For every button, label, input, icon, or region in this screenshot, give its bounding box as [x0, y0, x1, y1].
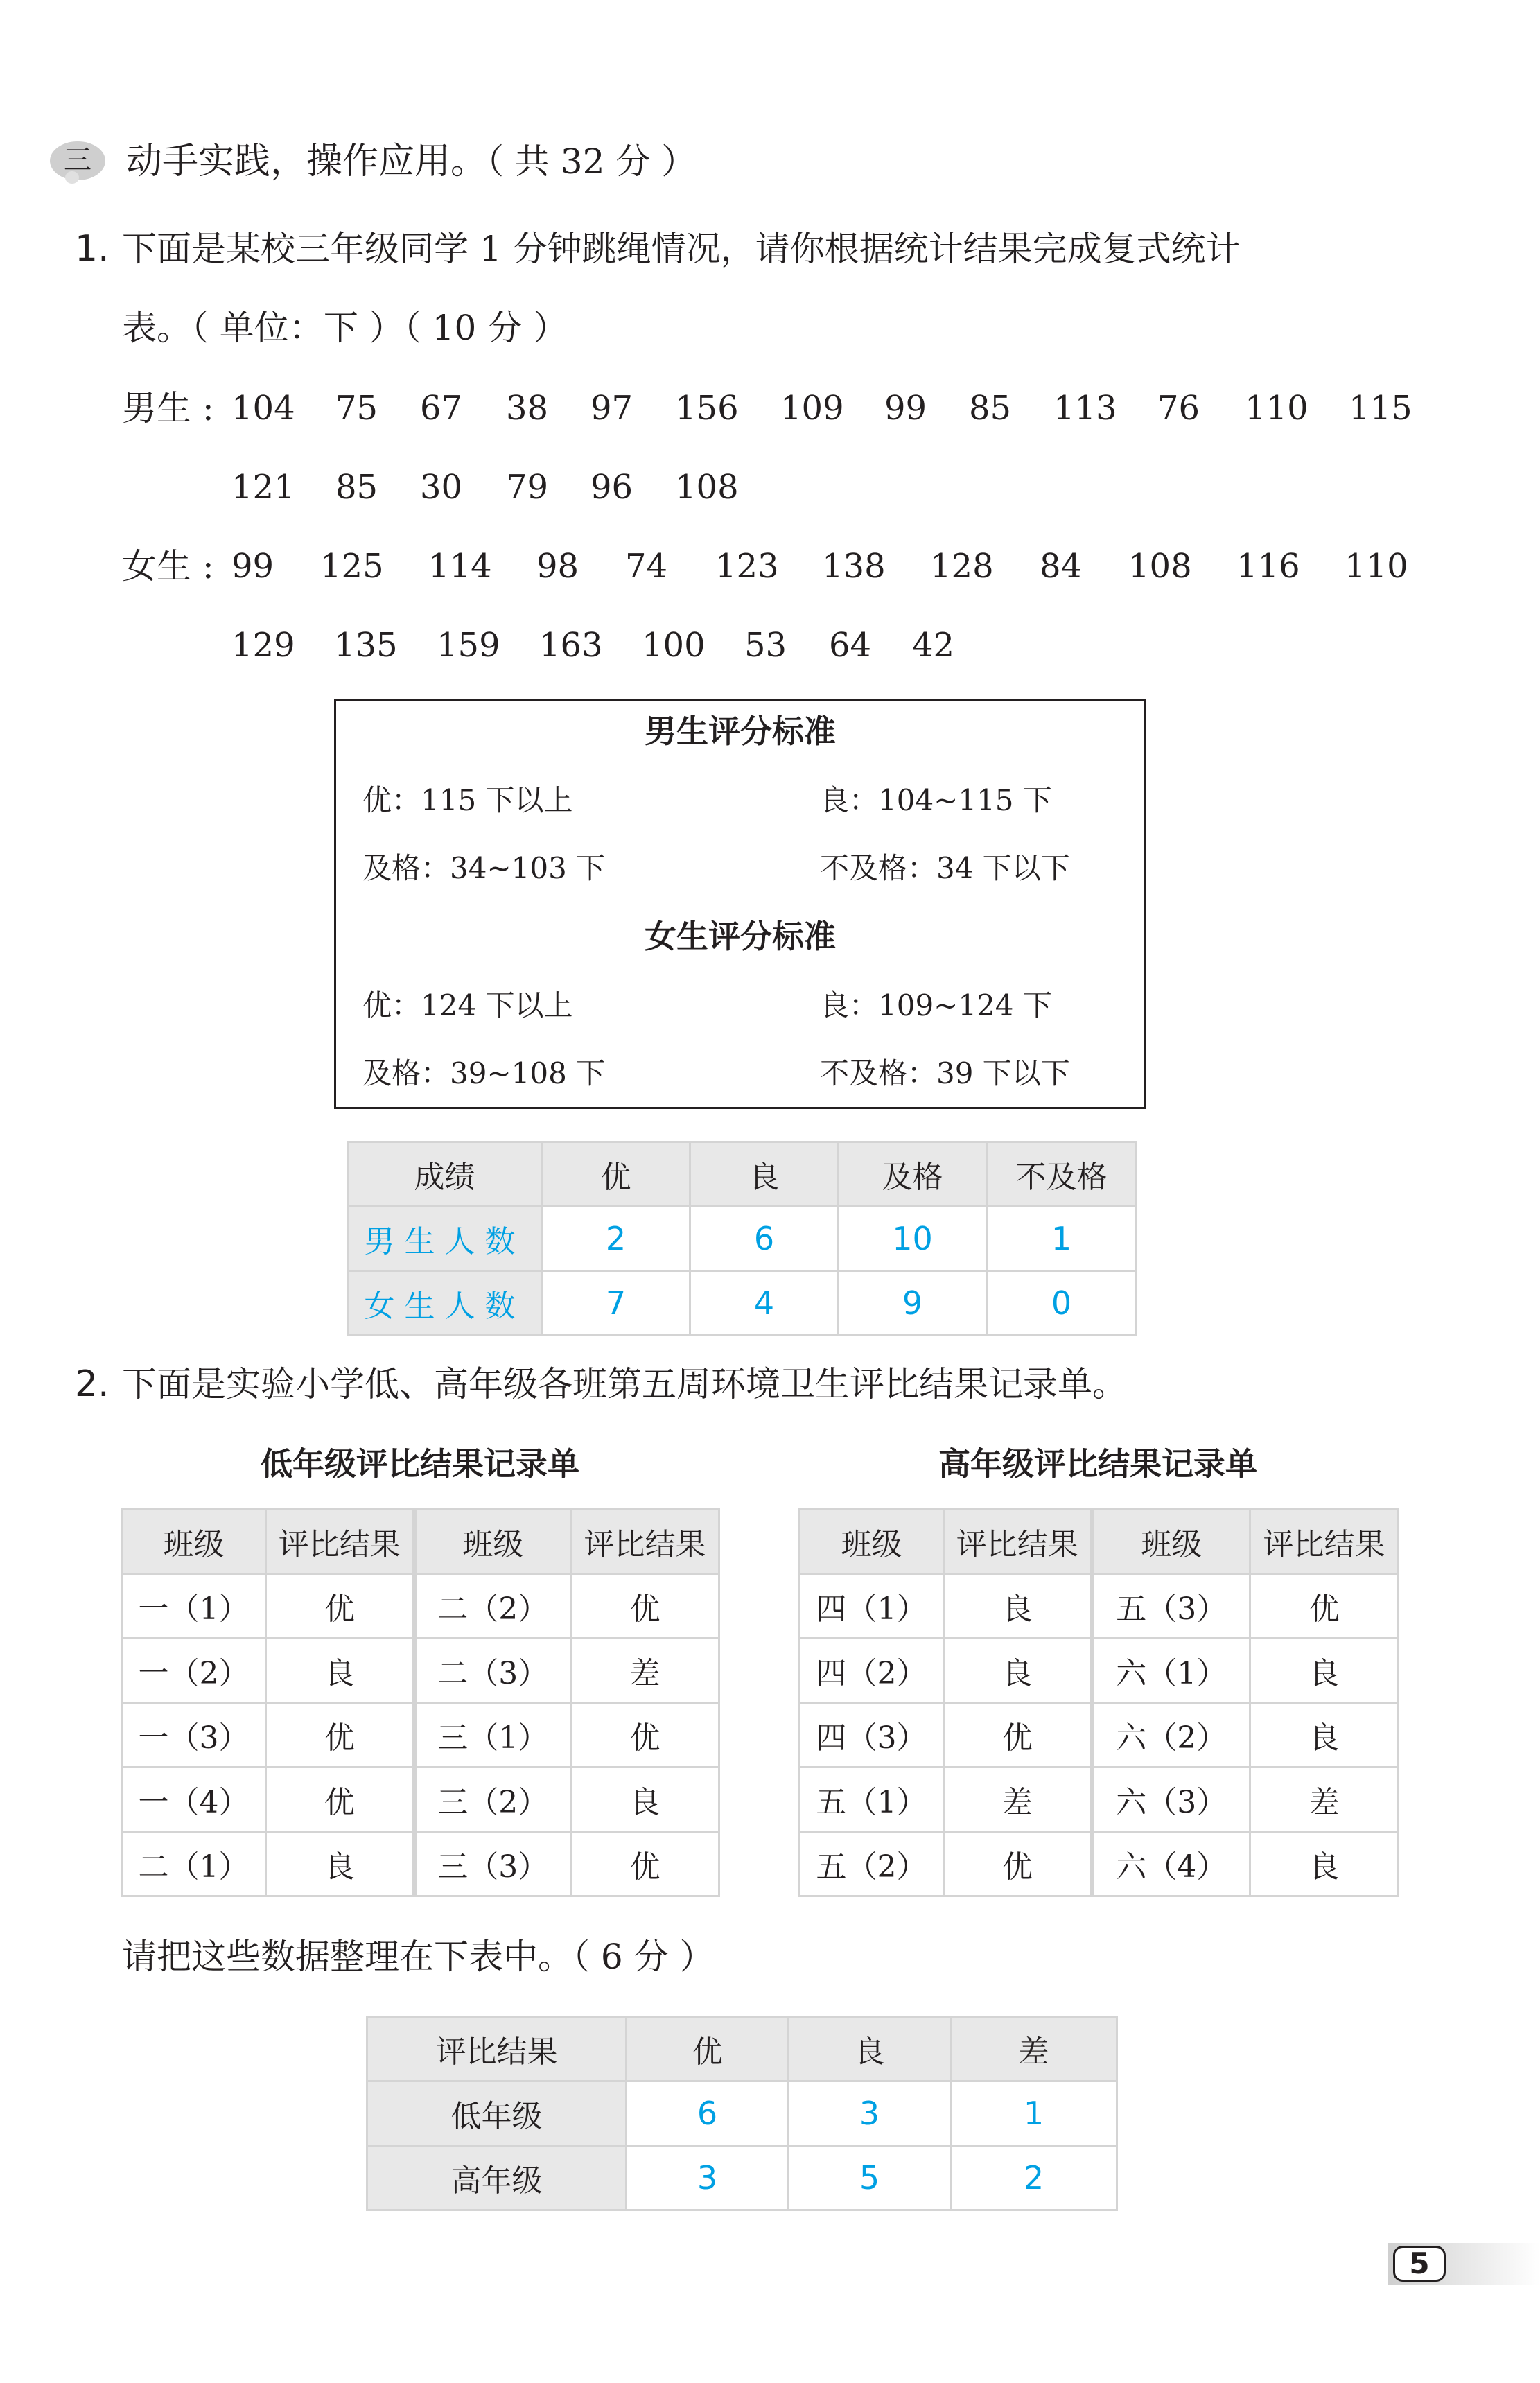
q2-text: 下面是实验小学低、高年级各班第五周环境卫生评比结果记录单。 — [122, 1364, 1127, 1404]
result-cell: 差 — [571, 1639, 719, 1703]
girls-value: 84 — [1040, 547, 1083, 586]
result-cell: 良 — [1250, 1832, 1399, 1896]
girls-value: 99 — [231, 547, 274, 586]
answer-cell[interactable]: 2 — [542, 1207, 690, 1271]
girls-standard-pass: 及格：39~108 下 — [362, 1056, 606, 1090]
boys-value: 76 — [1157, 389, 1200, 428]
section-badge-icon — [47, 137, 111, 186]
row-label-boys: 男生人数 — [348, 1207, 542, 1271]
answer-cell[interactable]: 6 — [627, 2081, 789, 2146]
class-cell: 五（1） — [800, 1767, 944, 1832]
boys-standard-fail: 不及格：34 下以下 — [820, 851, 1070, 885]
header-cell: 评比结果 — [367, 2017, 627, 2081]
q1-stats-table — [347, 1141, 1137, 1336]
q2-summary-table — [366, 2016, 1118, 2211]
page-number-tab — [1388, 2243, 1540, 2285]
girls-value: 129 — [231, 626, 295, 665]
boys-value: 121 — [231, 468, 295, 507]
class-cell: 六（4） — [1092, 1832, 1250, 1896]
boys-value: 97 — [590, 389, 633, 428]
low-grade-record-title: 低年级评比结果记录单 — [261, 1445, 579, 1483]
result-cell: 良 — [266, 1832, 414, 1896]
class-cell: 六（2） — [1092, 1703, 1250, 1767]
class-cell: 六（3） — [1092, 1767, 1250, 1832]
boys-value: 38 — [506, 389, 549, 428]
result-cell: 差 — [1250, 1767, 1399, 1832]
boys-standard-excellent: 优：115 下以上 — [362, 783, 573, 817]
answer-cell[interactable]: 5 — [789, 2146, 951, 2210]
class-cell: 二（2） — [414, 1574, 571, 1639]
result-cell: 良 — [944, 1639, 1092, 1703]
table-header-row — [122, 1510, 719, 1574]
girls-standard-fail: 不及格：39 下以下 — [820, 1056, 1070, 1090]
boys-standard-pass: 及格：34~103 下 — [362, 851, 606, 885]
class-cell: 二（1） — [122, 1832, 266, 1896]
boys-row1 — [0, 384, 1540, 433]
table-row — [122, 1703, 719, 1767]
girls-value: 64 — [829, 626, 872, 665]
high-grade-record-table — [798, 1508, 1399, 1897]
section-title-text: 动手实践，操作应用。 — [126, 141, 487, 182]
answer-cell[interactable]: 3 — [789, 2081, 951, 2146]
answer-cell[interactable]: 0 — [987, 1271, 1137, 1336]
girls-value: 110 — [1345, 547, 1408, 586]
girls-row2 — [0, 621, 1540, 670]
girls-value: 53 — [744, 626, 787, 665]
boys-label: 男生 : — [122, 388, 214, 428]
answer-cell[interactable]: 1 — [951, 2081, 1117, 2146]
class-cell: 三（3） — [414, 1832, 571, 1896]
answer-cell[interactable]: 9 — [839, 1271, 987, 1336]
girls-value: 138 — [822, 547, 886, 586]
boys-standard-good: 良：104~115 下 — [820, 783, 1052, 817]
answer-cell[interactable]: 3 — [627, 2146, 789, 2210]
class-cell: 一（3） — [122, 1703, 266, 1767]
result-cell: 优 — [944, 1703, 1092, 1767]
class-cell: 四（1） — [800, 1574, 944, 1639]
boys-value: 67 — [420, 389, 463, 428]
row-label-girls: 女生人数 — [348, 1271, 542, 1336]
result-cell: 优 — [266, 1767, 414, 1832]
q1-number: 1. — [75, 228, 110, 270]
result-cell: 优 — [266, 1703, 414, 1767]
row-label-high: 高年级 — [367, 2146, 627, 2210]
girls-label: 女生 : — [122, 546, 214, 586]
answer-cell[interactable]: 4 — [690, 1271, 839, 1336]
girls-value: 125 — [320, 547, 384, 586]
class-cell: 四（3） — [800, 1703, 944, 1767]
class-cell: 一（1） — [122, 1574, 266, 1639]
boys-value: 113 — [1053, 389, 1117, 428]
answer-cell[interactable]: 6 — [690, 1207, 839, 1271]
section-score: （ 共 32 分 ） — [487, 141, 697, 182]
girls-standard-title: 女生评分标准 — [645, 918, 836, 955]
girls-value: 135 — [334, 626, 398, 665]
section-marker: 三 — [64, 144, 91, 176]
girls-value: 74 — [625, 547, 668, 586]
girls-row1 — [0, 542, 1540, 591]
boys-value: 96 — [590, 468, 633, 507]
q2-number: 2. — [75, 1363, 110, 1405]
row-label-low: 低年级 — [367, 2081, 627, 2146]
header-cell: 差 — [951, 2017, 1117, 2081]
table-row — [800, 1574, 1399, 1639]
girls-value: 128 — [930, 547, 994, 586]
table-row — [800, 1639, 1399, 1703]
q1-text-line2: 表。（ 单位：下 ）（ 10 分 ） — [122, 308, 568, 348]
result-cell: 优 — [571, 1574, 719, 1639]
girls-value: 116 — [1236, 547, 1300, 586]
boys-value: 109 — [780, 389, 844, 428]
result-cell: 优 — [571, 1832, 719, 1896]
header-cell: 优 — [542, 1142, 690, 1207]
girls-value: 100 — [642, 626, 706, 665]
answer-cell[interactable]: 2 — [951, 2146, 1117, 2210]
answer-cell[interactable]: 7 — [542, 1271, 690, 1336]
section-title — [126, 137, 696, 186]
class-cell: 二（3） — [414, 1639, 571, 1703]
header-cell: 良 — [789, 2017, 951, 2081]
boys-value: 110 — [1245, 389, 1309, 428]
boys-value: 85 — [335, 468, 378, 507]
class-cell: 三（1） — [414, 1703, 571, 1767]
q2-instruction: 请把这些数据整理在下表中。（ 6 分 ） — [122, 1937, 715, 1977]
girls-standard-excellent: 优：124 下以上 — [362, 988, 573, 1022]
class-cell: 五（2） — [800, 1832, 944, 1896]
result-cell: 差 — [944, 1767, 1092, 1832]
girls-value: 98 — [536, 547, 579, 586]
boys-value: 75 — [335, 389, 378, 428]
header-cell: 班级 — [1092, 1510, 1250, 1574]
result-cell: 良 — [266, 1639, 414, 1703]
table-row — [122, 1767, 719, 1832]
q1-text-line1: 下面是某校三年级同学 1 分钟跳绳情况，请你根据统计结果完成复式统计 — [122, 229, 1241, 269]
boys-value: 99 — [884, 389, 927, 428]
header-cell: 班级 — [800, 1510, 944, 1574]
result-cell: 优 — [944, 1832, 1092, 1896]
table-row — [800, 1767, 1399, 1832]
high-grade-record-title: 高年级评比结果记录单 — [938, 1445, 1257, 1483]
header-cell: 优 — [627, 2017, 789, 2081]
header-cell: 评比结果 — [944, 1510, 1092, 1574]
girls-value: 42 — [912, 626, 955, 665]
girls-value: 123 — [715, 547, 779, 586]
girls-standard-good: 良：109~124 下 — [820, 988, 1052, 1022]
header-cell: 班级 — [122, 1510, 266, 1574]
result-cell: 良 — [1250, 1703, 1399, 1767]
boys-value: 108 — [675, 468, 739, 507]
table-row — [367, 2081, 1117, 2146]
boys-row2 — [0, 463, 1540, 512]
header-cell: 良 — [690, 1142, 839, 1207]
girls-value: 114 — [428, 547, 492, 586]
result-cell: 良 — [1250, 1639, 1399, 1703]
table-row — [800, 1832, 1399, 1896]
table-row — [348, 1207, 1137, 1271]
table-row — [348, 1271, 1137, 1336]
result-cell: 优 — [1250, 1574, 1399, 1639]
table-row — [122, 1639, 719, 1703]
table-header-row — [800, 1510, 1399, 1574]
result-cell: 良 — [571, 1767, 719, 1832]
boys-value: 104 — [231, 389, 295, 428]
header-cell: 班级 — [414, 1510, 571, 1574]
class-cell: 三（2） — [414, 1767, 571, 1832]
class-cell: 一（4） — [122, 1767, 266, 1832]
page-number: 5 — [1393, 2246, 1446, 2282]
class-cell: 六（1） — [1092, 1639, 1250, 1703]
answer-cell[interactable]: 1 — [987, 1207, 1137, 1271]
table-row — [122, 1832, 719, 1896]
header-cell: 评比结果 — [266, 1510, 414, 1574]
answer-cell[interactable]: 10 — [839, 1207, 987, 1271]
boys-value: 115 — [1349, 389, 1412, 428]
class-cell: 一（2） — [122, 1639, 266, 1703]
boys-value: 79 — [506, 468, 549, 507]
boys-value: 85 — [969, 389, 1012, 428]
result-cell: 优 — [571, 1703, 719, 1767]
girls-value: 163 — [539, 626, 603, 665]
header-cell: 评比结果 — [571, 1510, 719, 1574]
girls-value: 159 — [437, 626, 500, 665]
table-row — [367, 2146, 1117, 2210]
header-cell: 成绩 — [348, 1142, 542, 1207]
boys-value: 156 — [675, 389, 739, 428]
table-header-row — [367, 2017, 1117, 2081]
boys-value: 30 — [420, 468, 463, 507]
table-row — [122, 1574, 719, 1639]
class-cell: 五（3） — [1092, 1574, 1250, 1639]
result-cell: 优 — [266, 1574, 414, 1639]
header-cell: 不及格 — [987, 1142, 1137, 1207]
result-cell: 良 — [944, 1574, 1092, 1639]
boys-standard-title: 男生评分标准 — [645, 713, 836, 750]
header-cell: 评比结果 — [1250, 1510, 1399, 1574]
scoring-standards-box — [334, 699, 1146, 1109]
girls-value: 108 — [1128, 547, 1192, 586]
table-header-row — [348, 1142, 1137, 1207]
table-row — [800, 1703, 1399, 1767]
class-cell: 四（2） — [800, 1639, 944, 1703]
low-grade-record-table — [121, 1508, 720, 1897]
header-cell: 及格 — [839, 1142, 987, 1207]
